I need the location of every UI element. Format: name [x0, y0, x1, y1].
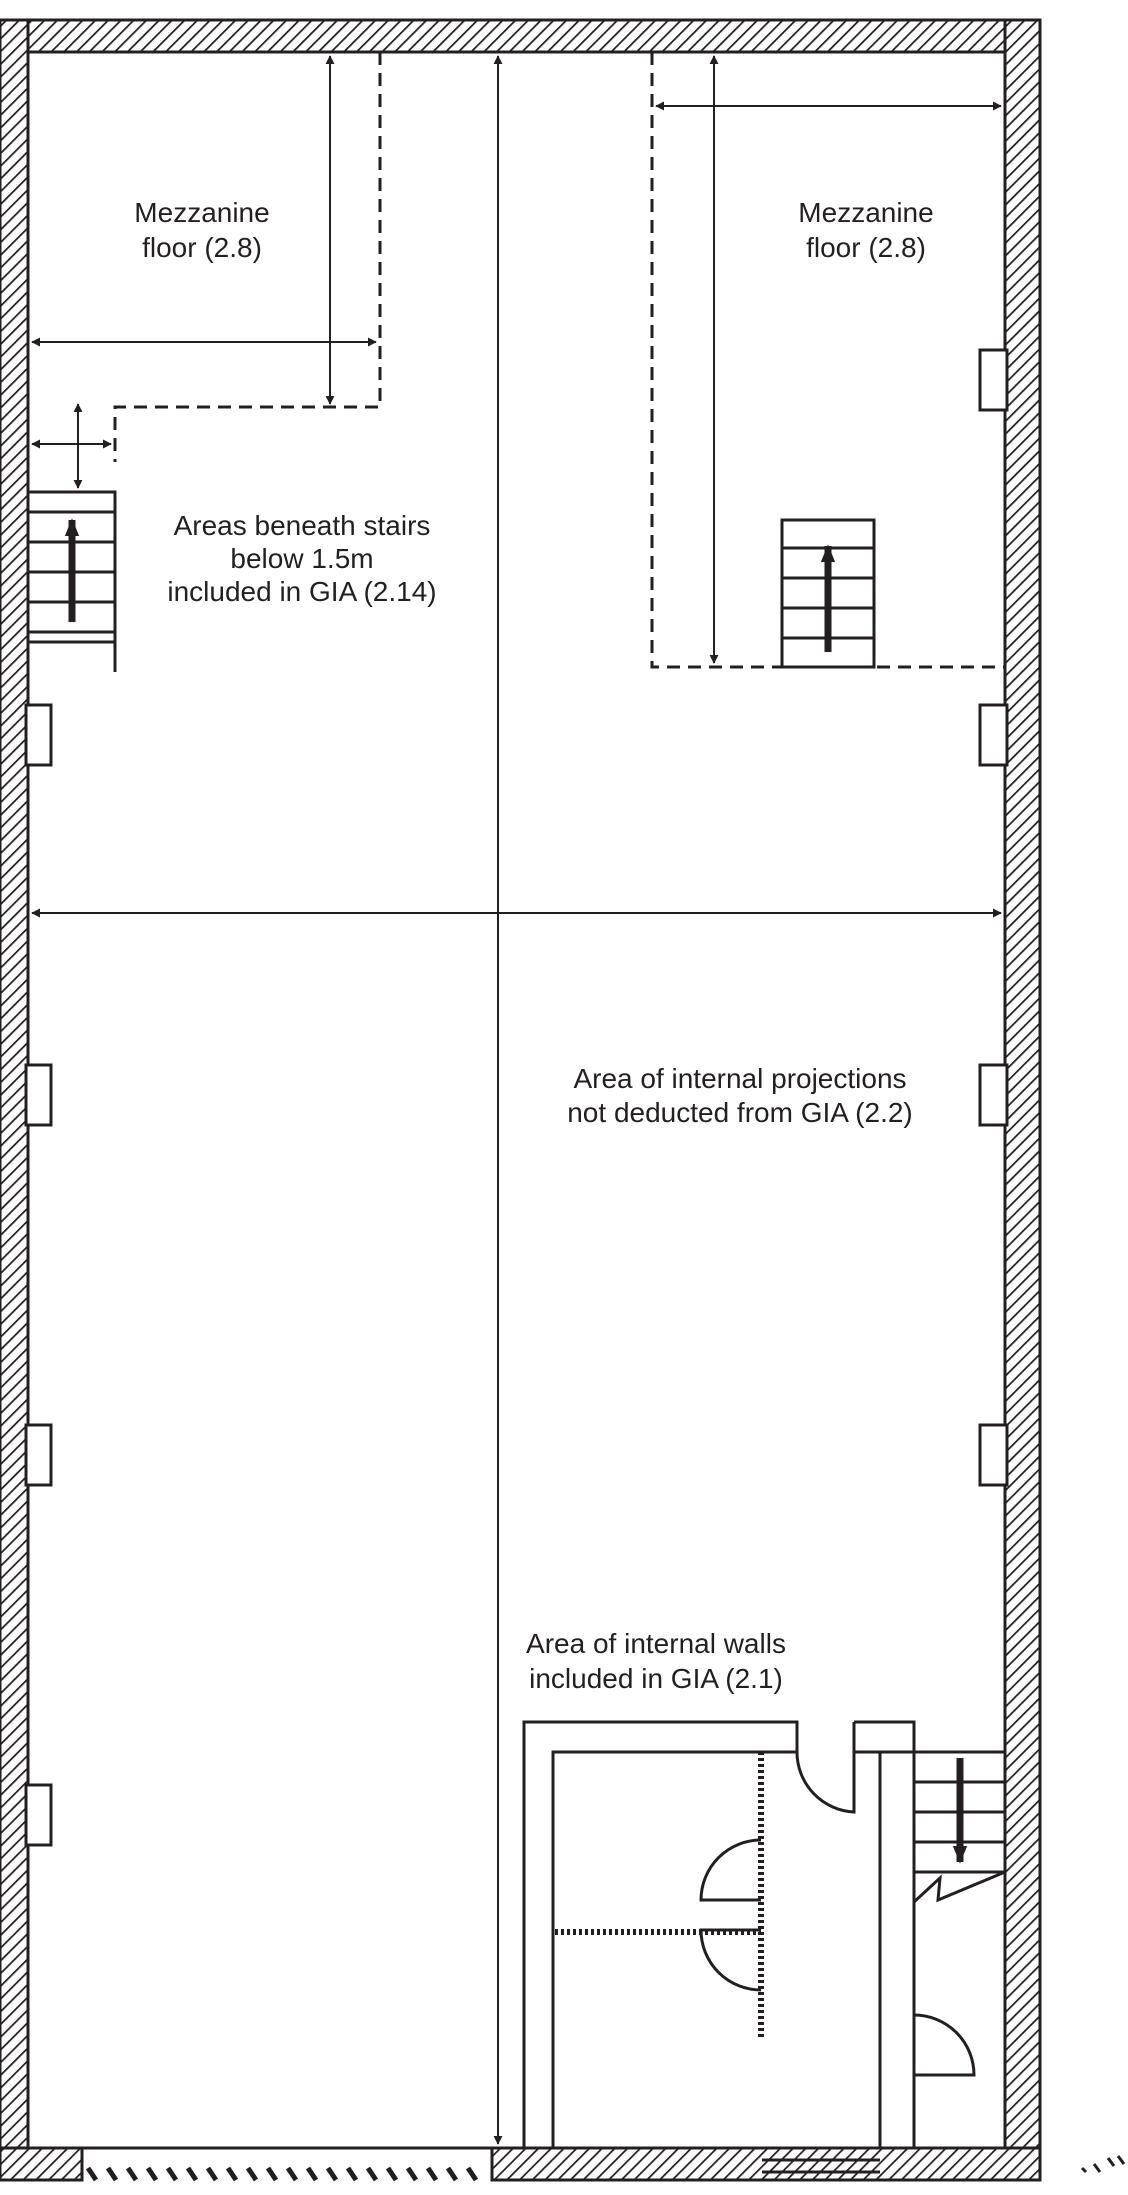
label-internal-walls-line1: Area of internal walls	[526, 1628, 786, 1659]
wall-left	[0, 20, 28, 2180]
label-internal-walls-line2: included in GIA (2.1)	[529, 1663, 783, 1694]
corner-marks	[1082, 2156, 1124, 2172]
wall-right	[1005, 20, 1040, 2180]
label-mezzanine-left-line1: Mezzanine	[134, 197, 270, 228]
label-internal-projections-line2: not deducted from GIA (2.2)	[567, 1097, 913, 1128]
label-beneath-stairs-line3: included in GIA (2.14)	[167, 576, 437, 607]
label-mezzanine-right-line2: floor (2.8)	[806, 232, 926, 263]
label-internal-projections-line1: Area of internal projections	[573, 1063, 907, 1094]
label-beneath-stairs-line2: below 1.5m	[230, 543, 374, 574]
label-mezzanine-right-line1: Mezzanine	[798, 197, 934, 228]
label-beneath-stairs-line1: Areas beneath stairs	[173, 510, 431, 541]
wall-bottom-left	[0, 2148, 82, 2180]
label-mezzanine-left-line2: floor (2.8)	[142, 232, 262, 263]
bottom-opening-dashes	[88, 2168, 476, 2180]
wall-top	[0, 20, 1040, 52]
wall-bottom-right	[492, 2148, 1040, 2180]
